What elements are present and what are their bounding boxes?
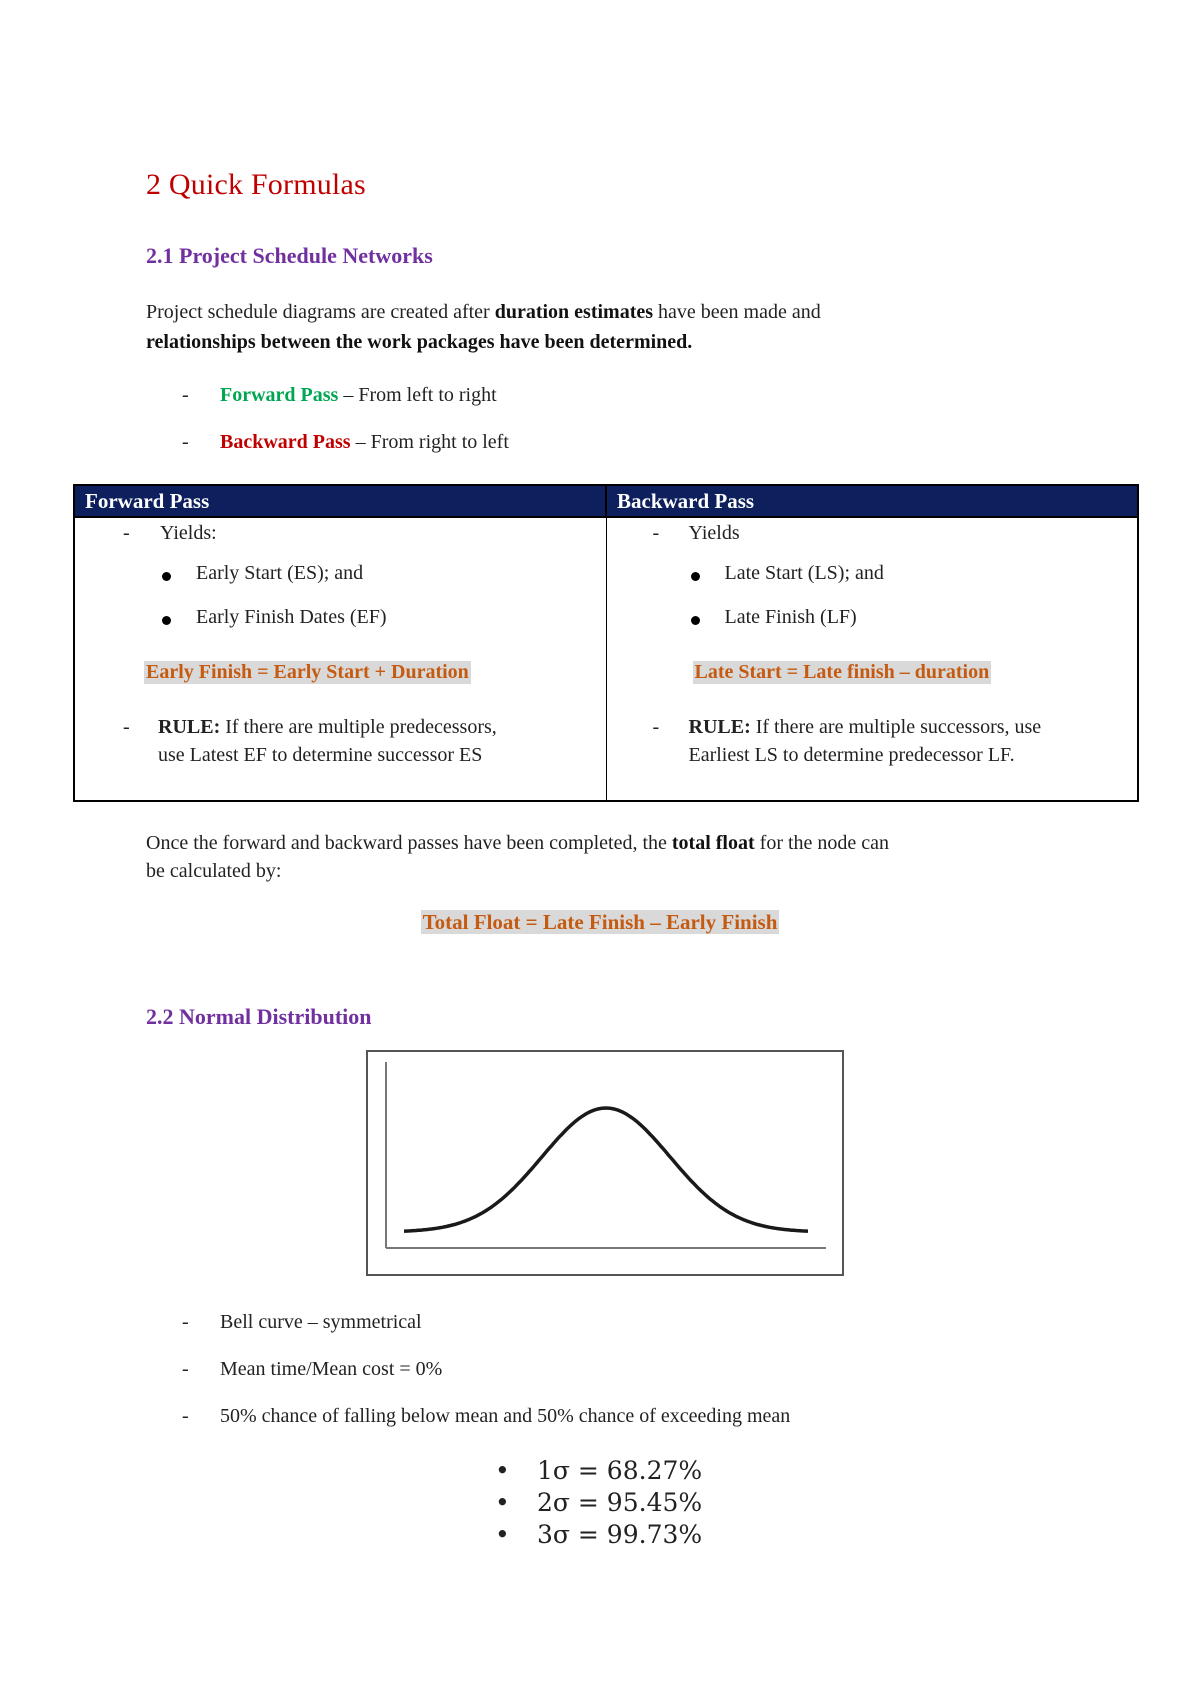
rule-text-2: use Latest EF to determine successor ES [158, 744, 483, 766]
yields-label: Yields: [160, 522, 217, 544]
bell-curve-figure [366, 1050, 844, 1276]
backward-pass-desc: – From right to left [350, 431, 509, 453]
float-bold: total float [671, 832, 755, 854]
late-start-formula: Late Start = Late finish – duration [694, 661, 990, 683]
sigma-3 [495, 1520, 703, 1549]
point-text: Mean time/Mean cost = 0% [220, 1358, 443, 1380]
rule-text-2: Earliest LS to determine predecessor LF. [688, 744, 1015, 766]
dash-marker: - [182, 1311, 189, 1333]
bell-curve-line [404, 1108, 808, 1231]
dash-marker: - [123, 716, 130, 738]
forward-pass-desc: – From left to right [338, 384, 497, 406]
forward-rule [158, 716, 497, 739]
passes-table [73, 484, 1139, 802]
bullet-late-start: Late Start (LS); and [724, 562, 884, 584]
early-finish-formula: Early Finish = Early Start + Duration [146, 661, 469, 683]
pass-item-backward [182, 431, 782, 461]
bullet-icon: • [495, 1456, 510, 1485]
rule-label: RULE: [688, 716, 751, 738]
intro-bold-2: relationships between the work packages have been determined. [146, 331, 693, 353]
rule-text-1: If there are multiple successors, use [750, 716, 1042, 738]
float-text-2: for the node can [754, 832, 890, 854]
float-text-1: Once the forward and backward passes have been completed, the [146, 832, 672, 854]
header-backward-pass: Backward Pass [606, 485, 1138, 517]
rule-label: RULE: [158, 716, 221, 738]
yields-label: Yields [688, 522, 740, 544]
bullet-late-finish: Late Finish (LF) [724, 606, 857, 628]
total-float-formula: Total Float = Late Finish – Early Finish [422, 910, 778, 934]
networks-heading: 2.1 Project Schedule Networks [146, 243, 433, 268]
normal-point-2 [182, 1358, 1082, 1388]
float-paragraph [146, 829, 1006, 885]
sigma-1 [495, 1456, 703, 1485]
bullet-icon: • [495, 1488, 510, 1517]
normal-point-3 [182, 1405, 1082, 1435]
section-heading: 2 Quick Formulas [146, 168, 366, 201]
dash-marker: - [123, 522, 130, 544]
forward-pass-label: Forward Pass [220, 384, 339, 406]
dash-marker: - [652, 522, 660, 544]
float-text-line2: be calculated by: [146, 860, 282, 882]
sigma-text: 3σ = 99.73% [537, 1520, 703, 1549]
intro-bold-1: duration estimates [494, 301, 654, 323]
bullet-icon [691, 616, 700, 625]
bullet-icon: • [495, 1520, 510, 1549]
bullet-early-start: Early Start (ES); and [196, 562, 364, 584]
sigma-2 [495, 1488, 703, 1517]
dash-marker: - [182, 384, 189, 406]
point-text: 50% chance of falling below mean and 50% chance of exceeding mean [220, 1405, 791, 1427]
sigma-text: 1σ = 68.27% [537, 1456, 703, 1485]
header-forward-pass: Forward Pass [74, 485, 606, 517]
bell-curve-chart [368, 1052, 842, 1274]
sigma-text: 2σ = 95.45% [537, 1488, 703, 1517]
pass-item-forward [182, 384, 782, 414]
dash-marker: - [182, 431, 189, 453]
backward-rule [689, 716, 1042, 739]
point-text: Bell curve – symmetrical [220, 1311, 422, 1333]
rule-text-1: If there are multiple predecessors, [220, 716, 497, 738]
dash-marker: - [182, 1405, 189, 1427]
bullet-icon [162, 616, 171, 625]
intro-text-2: have been made and [653, 301, 821, 323]
forward-pass-cell [74, 517, 606, 801]
intro-text-1: Project schedule diagrams are created after [146, 301, 495, 323]
total-float-row [0, 910, 1200, 935]
backward-pass-label: Backward Pass [220, 431, 351, 453]
bullet-early-finish: Early Finish Dates (EF) [196, 606, 387, 628]
dash-marker: - [652, 716, 660, 738]
dash-marker: - [182, 1358, 189, 1380]
bullet-icon [162, 572, 171, 581]
normal-heading: 2.2 Normal Distribution [146, 1004, 372, 1029]
networks-intro [146, 297, 1006, 357]
backward-pass-cell [606, 517, 1138, 801]
bullet-icon [691, 572, 700, 581]
normal-point-1 [182, 1311, 1082, 1341]
